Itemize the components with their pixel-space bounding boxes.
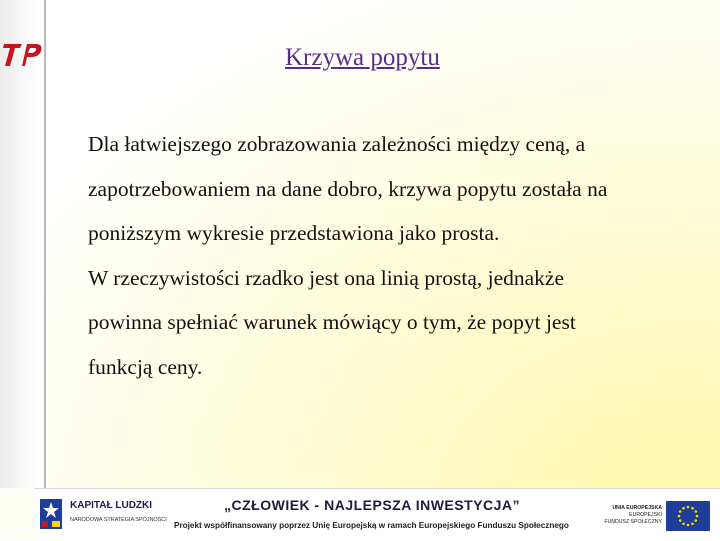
body-line: zapotrzebowaniem na dane dobro, krzywa popytu została na bbox=[88, 176, 608, 201]
body-line: powinna spełniać warunek mówiący o tym, że popyt jest bbox=[88, 310, 576, 335]
kapital-ludzki-title: KAPITAŁ LUDZKI bbox=[70, 500, 153, 511]
slide-title: Krzywa popytu bbox=[285, 44, 440, 71]
kapital-ludzki-subtitle: NARODOWA STRATEGIA SPÓJNOŚCI bbox=[70, 517, 167, 523]
footer-subline: Projekt współfinansowany poprzez Unię Europejską w ramach Europejskiego Funduszu Społecznego bbox=[174, 521, 569, 530]
slide-side-bar bbox=[0, 0, 46, 488]
body-line: poniższym wykresie przedstawiona jako prosta. bbox=[88, 221, 500, 246]
footer-slogan: „CZŁOWIEK - NAJLEPSZA INWESTYCJA” bbox=[224, 497, 520, 513]
eu-flag-icon bbox=[666, 501, 710, 531]
eu-label-line: UNIA EUROPEJSKA bbox=[612, 505, 662, 511]
body-line: W rzeczywistości rzadko jest ona linią prostą, jednakże bbox=[88, 265, 565, 290]
kapital-ludzki-icon bbox=[38, 497, 66, 533]
slide-body bbox=[88, 122, 688, 390]
tp-logo bbox=[2, 36, 44, 72]
eu-label-line: FUNDUSZ SPOŁECZNY bbox=[604, 518, 662, 525]
eu-label-line: EUROPEJSKI bbox=[629, 511, 662, 518]
body-line: funkcją ceny. bbox=[88, 354, 203, 379]
kapital-ludzki-logo bbox=[38, 497, 167, 535]
body-line: Dla łatwiejszego zobrazowania zależności między ceną, a bbox=[88, 132, 586, 156]
eu-fund-label bbox=[600, 505, 662, 525]
footer-banner bbox=[34, 488, 720, 541]
